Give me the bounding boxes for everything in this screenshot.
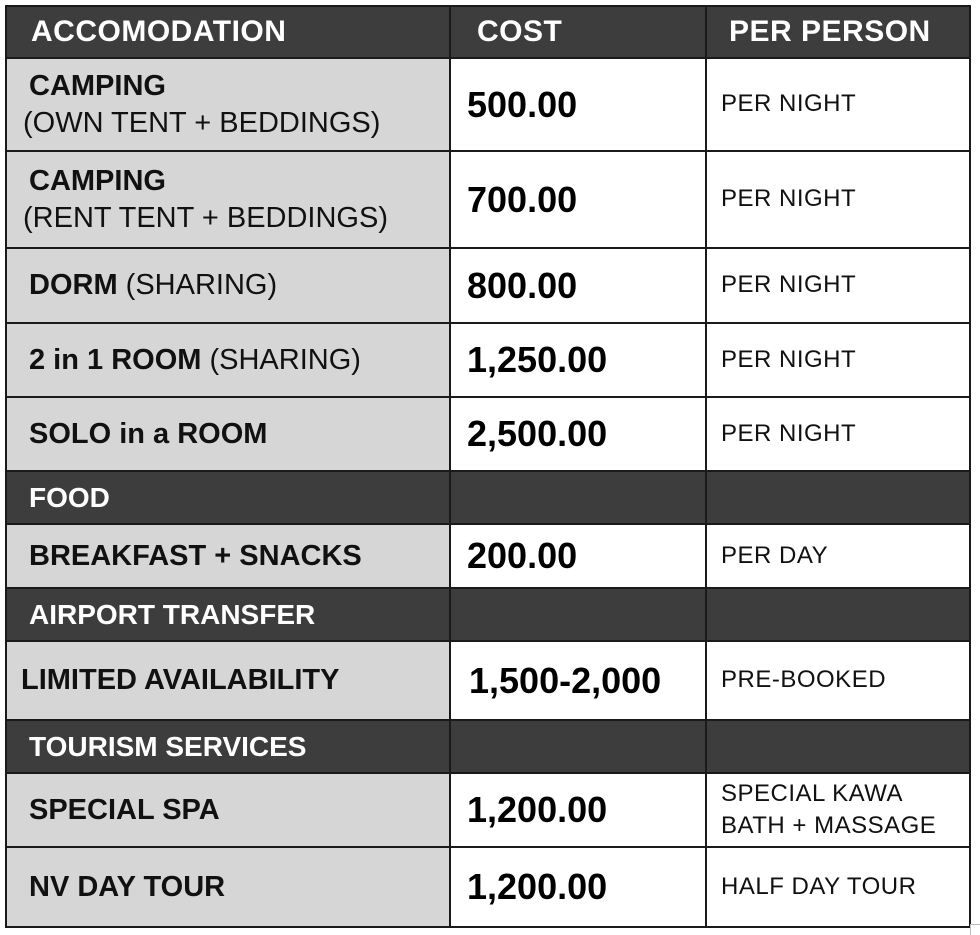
table-row bbox=[6, 58, 970, 151]
item-per: PER NIGHT bbox=[706, 151, 970, 248]
item-title: CAMPING bbox=[29, 165, 166, 198]
item-cost: 2,500.00 bbox=[450, 397, 706, 471]
header-row bbox=[6, 6, 970, 58]
item-title: LIMITED AVAILABILITY bbox=[21, 664, 340, 697]
table-row bbox=[6, 151, 970, 248]
item-title: SPECIAL SPA bbox=[29, 793, 220, 826]
item-name bbox=[6, 58, 450, 151]
item-detail: (OWN TENT + BEDDINGS) bbox=[23, 106, 381, 139]
item-title: BREAKFAST + SNACKS bbox=[29, 539, 362, 572]
header-accommodation: ACCOMODATION bbox=[6, 6, 450, 58]
item-detail: (SHARING) bbox=[209, 343, 361, 376]
header-per-person: PER PERSON bbox=[706, 6, 970, 58]
item-title: DORM bbox=[29, 269, 118, 302]
item-title: NV DAY TOUR bbox=[29, 870, 226, 903]
table-row bbox=[6, 524, 970, 588]
item-cost: 1,200.00 bbox=[450, 847, 706, 927]
table-row bbox=[6, 847, 970, 927]
table-row bbox=[6, 323, 970, 397]
section-empty-cell bbox=[706, 588, 970, 641]
item-detail: (SHARING) bbox=[125, 269, 278, 302]
item-name bbox=[6, 151, 450, 248]
section-empty-cell bbox=[450, 720, 706, 773]
section-label-tourism: TOURISM SERVICES bbox=[6, 720, 450, 773]
item-cost: 800.00 bbox=[450, 248, 706, 323]
section-row-airport bbox=[6, 588, 970, 641]
item-name bbox=[6, 524, 450, 588]
section-label-airport: AIRPORT TRANSFER bbox=[6, 588, 450, 641]
item-cost: 200.00 bbox=[450, 524, 706, 588]
item-title: 2 in 1 ROOM bbox=[29, 343, 202, 376]
item-name bbox=[6, 773, 450, 847]
section-row-tourism bbox=[6, 720, 970, 773]
item-per: PRE-BOOKED bbox=[706, 641, 970, 720]
table-row bbox=[6, 641, 970, 720]
table-row bbox=[6, 248, 970, 323]
item-cost: 1,500-2,000 bbox=[450, 641, 706, 720]
item-detail: (RENT TENT + BEDDINGS) bbox=[23, 201, 388, 234]
table-row bbox=[6, 397, 970, 471]
item-name bbox=[6, 323, 450, 397]
item-title: SOLO in a ROOM bbox=[29, 417, 268, 450]
item-per: HALF DAY TOUR bbox=[706, 847, 970, 927]
section-empty-cell bbox=[450, 471, 706, 524]
section-row-food bbox=[6, 471, 970, 524]
item-per: PER DAY bbox=[706, 524, 970, 588]
item-cost: 1,200.00 bbox=[450, 773, 706, 847]
item-cost: 700.00 bbox=[450, 151, 706, 248]
item-per bbox=[706, 773, 970, 847]
item-name bbox=[6, 641, 450, 720]
table-row bbox=[6, 773, 970, 847]
item-per-line: BATH + MASSAGE bbox=[721, 812, 937, 839]
item-name bbox=[6, 397, 450, 471]
corner-mark bbox=[970, 924, 980, 935]
item-cost: 1,250.00 bbox=[450, 323, 706, 397]
item-cost: 500.00 bbox=[450, 58, 706, 151]
price-table bbox=[5, 5, 971, 928]
item-name bbox=[6, 847, 450, 927]
item-per: PER NIGHT bbox=[706, 248, 970, 323]
section-empty-cell bbox=[450, 588, 706, 641]
item-name bbox=[6, 248, 450, 323]
section-empty-cell bbox=[706, 471, 970, 524]
item-per: PER NIGHT bbox=[706, 58, 970, 151]
item-per: PER NIGHT bbox=[706, 323, 970, 397]
section-label-food: FOOD bbox=[6, 471, 450, 524]
item-per-line: SPECIAL KAWA bbox=[721, 779, 904, 807]
item-per: PER NIGHT bbox=[706, 397, 970, 471]
header-cost: COST bbox=[450, 6, 706, 58]
section-empty-cell bbox=[706, 720, 970, 773]
item-title: CAMPING bbox=[29, 70, 166, 103]
